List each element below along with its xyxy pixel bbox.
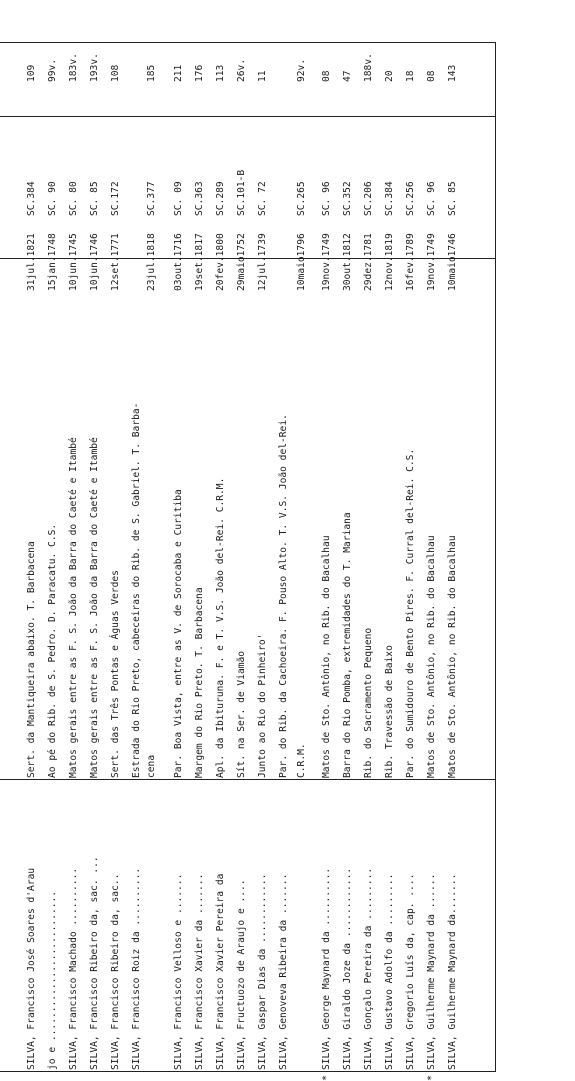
date-cell: 31jul.1821 <box>26 233 37 291</box>
name-cell: SILVA, Guilherme Maynard da....... <box>447 873 458 1070</box>
reference-cell: SC.384 <box>26 181 37 216</box>
location-cell: Matos gerais entre as F. S. João da Barra do Caeté e Itambé <box>68 437 79 778</box>
date-cell: 23jul.1818 <box>146 233 157 291</box>
table-row <box>362 0 376 1078</box>
table-row <box>446 0 460 1078</box>
name-cell: SILVA, Francisco Xavier Pereira da <box>215 873 226 1070</box>
date-cell: 10jun.1746 <box>89 233 100 291</box>
name-cell: SILVA, Guilherme Maynard da ...... <box>426 873 437 1070</box>
location-cell: cena <box>146 754 157 778</box>
name-cell: SILVA, Francisco Machado .......... <box>68 867 79 1070</box>
folio-cell: 176 <box>194 64 205 82</box>
table-row <box>25 0 39 1078</box>
name-cell: SILVA, Francisco Xavier da ....... <box>194 873 205 1070</box>
reference-cell: SC. 85 <box>447 181 458 216</box>
table-row <box>235 0 249 1078</box>
folio-cell: 18 <box>405 70 416 82</box>
location-cell: Rib. Travessão de Baixo <box>384 645 395 778</box>
location-cell: Par. do Rib. da Cachoeira. F. Pouso Alto. T. V.S. João del-Rei. <box>278 414 289 778</box>
table-row <box>172 0 186 1078</box>
reference-cell: SC.172 <box>110 181 121 216</box>
folio-cell: 183v. <box>68 53 79 82</box>
table-row <box>193 0 207 1078</box>
reference-cell: SC. 85 <box>89 181 100 216</box>
reference-cell: SC.352 <box>342 181 353 216</box>
date-cell: 29maio1752 <box>236 233 247 291</box>
folio-cell: 109 <box>26 64 37 82</box>
date-cell: 12jul.1739 <box>257 233 268 291</box>
table-row <box>425 0 439 1081</box>
folio-cell: 11 <box>257 70 268 82</box>
table-row <box>341 0 355 1078</box>
reference-cell: SC. 90 <box>47 181 58 216</box>
table-row <box>130 0 144 1078</box>
table-row <box>277 0 291 1078</box>
date-cell: 19nov.1749 <box>426 233 437 291</box>
folio-cell: 185 <box>146 64 157 82</box>
reference-cell: SC. 09 <box>173 181 184 216</box>
location-cell: Matos de Sto. Antônio, no Rib. do Bacalhau <box>321 535 332 778</box>
name-cell: SILVA, Gonçalo Pereira da ......... <box>363 867 374 1070</box>
name-cell: SILVA, George Maynard da .......... <box>321 867 332 1070</box>
date-cell: 10maio1746 <box>447 233 458 291</box>
folio-cell: 20 <box>384 70 395 82</box>
table-row <box>320 0 334 1081</box>
table-row <box>46 0 60 1078</box>
asterisk-marker: * <box>321 1074 332 1081</box>
folio-cell: 99v. <box>47 58 58 82</box>
location-cell: C.R.M. <box>296 743 307 778</box>
folio-cell: 26v. <box>236 58 247 82</box>
location-cell: Sert. das Três Pontas e Águas Verdes <box>110 570 121 778</box>
date-cell: 12set.1771 <box>110 233 121 291</box>
location-cell: Matos de Sto. Antônio, no Rib. do Bacalhau <box>447 535 458 778</box>
location-cell: Ao pé do Rib. de S. Pedro. D. Paracatu. C.S. <box>47 523 58 778</box>
date-cell: 20fev.1800 <box>215 233 226 291</box>
date-cell: 03out.1716 <box>173 233 184 291</box>
table-row <box>88 0 102 1078</box>
table-row <box>67 0 81 1078</box>
location-cell: Sít. na Ser. de Viamão <box>236 650 247 778</box>
name-cell: SILVA, Gaspar Dias da ............ <box>257 873 268 1070</box>
name-cell: SILVA, Genoveva Ribeira da ....... <box>278 873 289 1070</box>
location-cell: Barra do Rio Pomba, extremidades do T. Mariana <box>342 512 353 778</box>
reference-cell: SC. 80 <box>68 181 79 216</box>
location-cell: Margem do Rio Preto. T. Barbacena <box>194 587 205 778</box>
location-cell: Matos gerais entre as F. S. João da Barra do Caeté e Itambé <box>89 437 100 778</box>
reference-cell: SC. 96 <box>426 181 437 216</box>
name-cell: SILVA, Francisco José Soares d'Arau <box>26 867 37 1070</box>
table-row <box>145 0 159 1078</box>
location-cell: Estrada do Rio Preto, cabeceiras do Rib. de S. Gabriel. T. Barba- <box>131 402 142 778</box>
location-cell: Apl. da Ibituruna. F. e T. V.S. João del-Rei. C.R.M. <box>215 477 226 778</box>
date-cell: 30out.1812 <box>342 233 353 291</box>
date-cell: 10maio1796 <box>296 233 307 291</box>
date-cell: 12nov.1819 <box>384 233 395 291</box>
name-cell: SILVA, Francisco Ribeiro da, sac.. <box>110 873 121 1070</box>
reference-cell: SC.384 <box>384 181 395 216</box>
name-cell: SILVA, Francisco Velloso e ....... <box>173 873 184 1070</box>
reference-cell: SC.206 <box>363 181 374 216</box>
reference-cell: SC.101-B <box>236 169 247 216</box>
date-cell: 29dez.1781 <box>363 233 374 291</box>
folio-cell: 143 <box>447 64 458 82</box>
reference-cell: SC. 96 <box>321 181 332 216</box>
location-cell: Rib. do Sacramento Pequeno <box>363 627 374 778</box>
name-cell: SILVA, Gregorio Luís da, cap. .... <box>405 873 416 1070</box>
date-cell: 16fev.1789 <box>405 233 416 291</box>
folio-cell: 108 <box>110 64 121 82</box>
date-cell: 15jan.1748 <box>47 233 58 291</box>
folio-cell: 47 <box>342 70 353 82</box>
name-cell: SILVA, Giraldo Joze da ............ <box>342 867 353 1070</box>
folio-cell: 113 <box>215 64 226 82</box>
folio-cell: 211 <box>173 64 184 82</box>
folio-cell: 92v. <box>296 58 307 82</box>
folio-cell: 08 <box>321 70 332 82</box>
table-row <box>383 0 397 1078</box>
table-row <box>404 0 418 1078</box>
reference-cell: SC. 72 <box>257 181 268 216</box>
folio-cell: 08 <box>426 70 437 82</box>
location-cell: Par. do Sumidouro de Bento Pires. F. Curral del-Rei. C.S. <box>405 448 416 778</box>
name-cell: SILVA, Gustavo Adolfo da ......... <box>384 873 395 1070</box>
location-cell: Junto ao Rio do Pinheiro' <box>257 633 268 778</box>
reference-cell: SC.256 <box>405 181 416 216</box>
table-row <box>214 0 228 1078</box>
name-cell: SILVA, Francisco Roiz da .......... <box>131 867 142 1070</box>
table-row <box>295 0 309 1078</box>
folio-cell: 193v. <box>89 53 100 82</box>
location-cell: Sert. da Mantiqueira abaixo. T. Barbacena <box>26 541 37 778</box>
asterisk-marker: * <box>426 1074 437 1081</box>
table-row <box>109 0 123 1078</box>
reference-cell: SC.265 <box>296 181 307 216</box>
reference-cell: SC.377 <box>146 181 157 216</box>
date-cell: 19nov.1749 <box>321 233 332 291</box>
reference-cell: SC.289 <box>215 181 226 216</box>
date-cell: 10jun.1745 <box>68 233 79 291</box>
folio-cell: 188v. <box>363 53 374 82</box>
location-cell: Matos de Sto. Antônio, no Rib. do Bacalhau <box>426 535 437 778</box>
name-cell: SILVA, Fructuozo de Araujo e .... <box>236 879 247 1070</box>
name-cell: SILVA, Francisco Ribeiro da, sac. ... <box>89 856 100 1070</box>
location-cell: Par. Boa Vista, entre as V. de Sorocaba e Curitiba <box>173 489 184 778</box>
date-cell: 19set.1817 <box>194 233 205 291</box>
reference-cell: SC.363 <box>194 181 205 216</box>
name-cell: jo e .......................... <box>47 890 58 1070</box>
table-row <box>256 0 270 1078</box>
